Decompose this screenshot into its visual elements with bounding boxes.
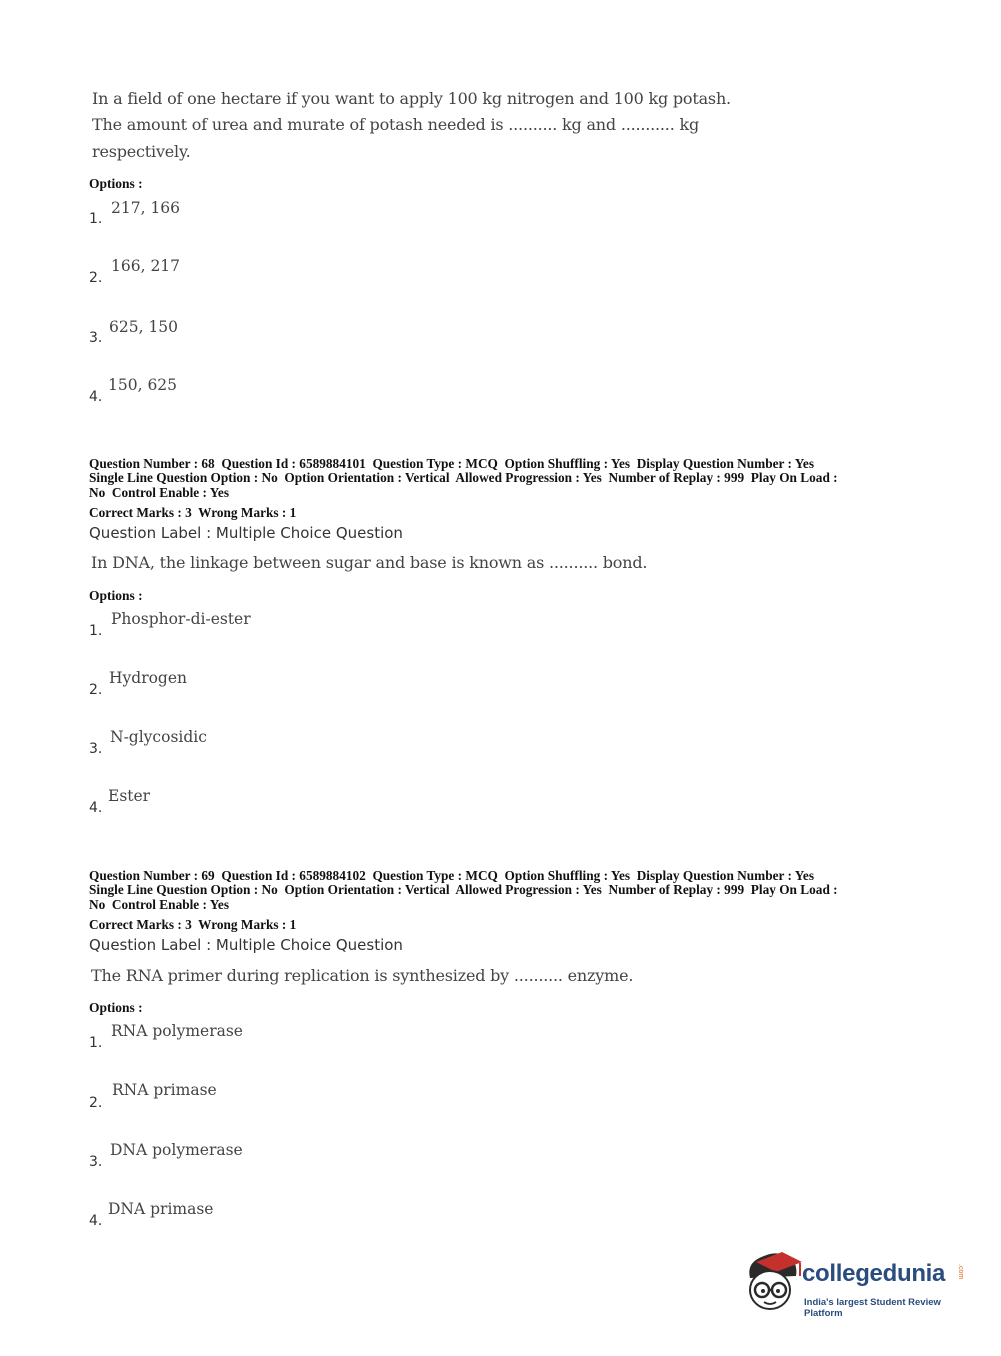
question-meta-line: Question Number : 69 Question Id : 6589884102 Question Type : MCQ Option Shuffling : Yes Display Question Number : Yes — [89, 868, 814, 883]
option-text: Ester — [108, 787, 151, 805]
option-number: 3. — [89, 741, 103, 757]
question-label: Question Label : Multiple Choice Question — [89, 936, 403, 954]
question-text-line: respectively. — [92, 142, 191, 161]
option-text: N-glycosidic — [110, 728, 207, 746]
option-number: 1. — [89, 211, 103, 227]
option-text: 150, 625 — [108, 376, 178, 394]
option-number: 4. — [89, 1213, 103, 1229]
question-label: Question Label : Multiple Choice Question — [89, 524, 403, 542]
logo-domain-suffix: .com — [957, 1264, 964, 1280]
option-number: 2. — [89, 270, 103, 286]
question-marks: Correct Marks : 3 Wrong Marks : 1 — [89, 917, 297, 932]
option-text: DNA primase — [108, 1200, 214, 1218]
question-meta-line: Single Line Question Option : No Option Orientation : Vertical Allowed Progression : Yes Number of Replay : 999 Play On Load : — [89, 470, 838, 485]
option-number: 3. — [89, 330, 103, 346]
option-text: 217, 166 — [111, 199, 181, 217]
option-text: 625, 150 — [109, 318, 179, 336]
logo-wordmark: collegedunia — [802, 1260, 946, 1287]
question-text: The RNA primer during replication is synthesized by .......... enzyme. — [91, 966, 634, 985]
options-heading: Options : — [89, 176, 143, 191]
option-number: 3. — [89, 1154, 103, 1170]
question-meta-line: No Control Enable : Yes — [89, 897, 229, 912]
question-meta-line: Question Number : 68 Question Id : 6589884101 Question Type : MCQ Option Shuffling : Yes Display Question Number : Yes — [89, 456, 814, 471]
question-text-line: In a field of one hectare if you want to apply 100 kg nitrogen and 100 kg potash. — [92, 89, 731, 108]
option-text: Phosphor-di-ester — [111, 610, 251, 628]
question-meta-line: No Control Enable : Yes — [89, 485, 229, 500]
logo-tagline: India's largest Student Review Platform — [804, 1297, 941, 1319]
question-meta-line: Single Line Question Option : No Option Orientation : Vertical Allowed Progression : Yes Number of Replay : 999 Play On Load : — [89, 882, 838, 897]
option-number: 4. — [89, 800, 103, 816]
options-heading: Options : — [89, 588, 143, 603]
question-text: In DNA, the linkage between sugar and base is known as .......... bond. — [91, 553, 648, 572]
option-number: 2. — [89, 1095, 103, 1111]
option-text: DNA polymerase — [110, 1141, 243, 1159]
option-number: 2. — [89, 682, 103, 698]
option-text: RNA polymerase — [111, 1022, 243, 1040]
question-marks: Correct Marks : 3 Wrong Marks : 1 — [89, 505, 297, 520]
option-text: RNA primase — [112, 1081, 217, 1099]
option-number: 1. — [89, 623, 103, 639]
option-number: 1. — [89, 1035, 103, 1051]
option-text: Hydrogen — [109, 669, 188, 687]
option-number: 4. — [89, 389, 103, 405]
option-text: 166, 217 — [111, 257, 181, 275]
question-text-line: The amount of urea and murate of potash needed is .......... kg and ........... kg — [92, 115, 699, 134]
collegedunia-logo — [742, 1248, 972, 1318]
options-heading: Options : — [89, 1000, 143, 1015]
